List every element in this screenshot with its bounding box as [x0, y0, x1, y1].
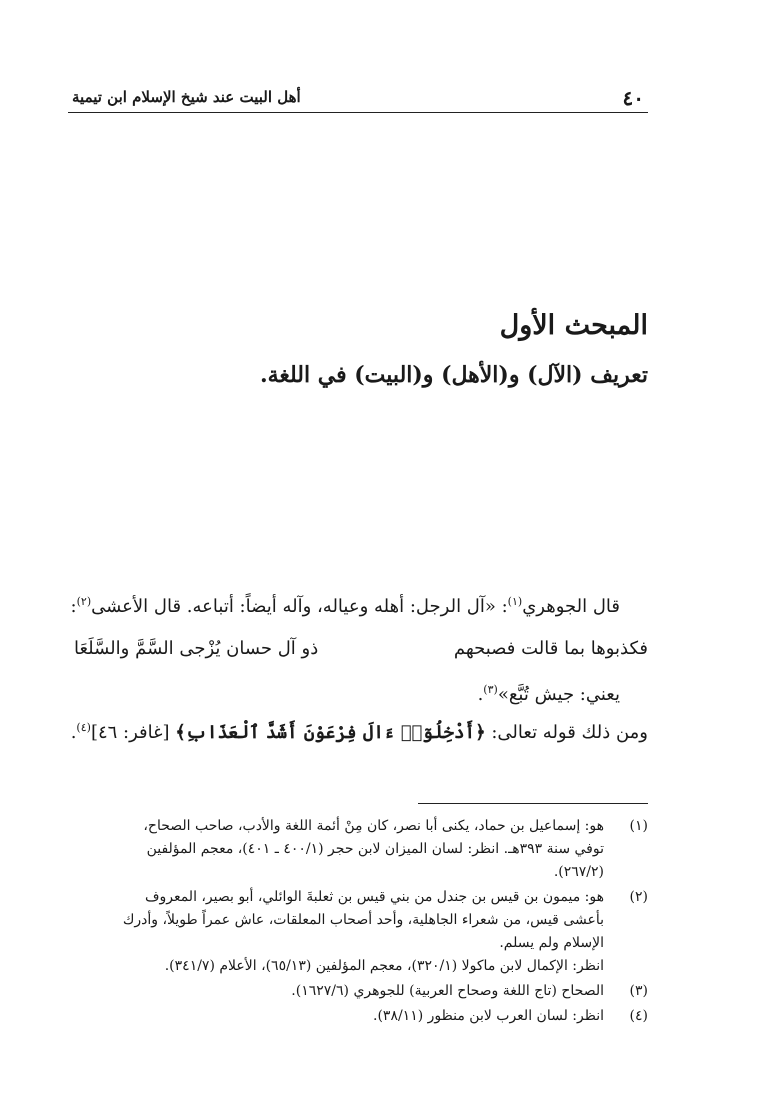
verse-citation: [غافر: ٤٦] [90, 722, 176, 743]
quran-verse: ﴿أَدْخِلُوٓا۟ ءَالَ فِرْعَوْنَ أَشَدَّ ٱلْعَذَابِ﴾ [175, 722, 486, 743]
verse-first-hemistich: فكذبوها بما قالت فصبحهم [453, 638, 648, 659]
footnote-ref[interactable]: (٢) [76, 595, 92, 608]
footnote-line: هو: إسماعيل بن حماد، يكنى أبا نصر، كان مِنْ أئمة اللغة والأدب، صاحب الصحاح، [143, 818, 604, 834]
main-text [70, 588, 648, 752]
section-subheading: تعريف (الآل) و(الأهل) و(البيت) في اللغة. [259, 362, 648, 388]
verse-second-hemistich: ذو آل حسان يُزْجى السَّمَّ والسَّلَعَا [74, 638, 319, 659]
text-run: . [477, 684, 484, 705]
text-run: . [70, 722, 77, 743]
poetry-verse [70, 630, 648, 668]
footnote-number: (٣) [629, 983, 648, 999]
footnote-divider [418, 803, 648, 804]
paragraph-tubba [70, 676, 648, 714]
footnote-line: هو: ميمون بن قيس بن جندل من بني قيس بن ثعلبةَ الوائلي، أبو بصير، المعروف [144, 889, 604, 905]
footnote [68, 886, 648, 978]
footnote-line: بأعشى قيس، من شعراء الجاهلية، وأحد أصحاب المعلقات، عاش عمراً طويلاً، وأدرك [122, 912, 604, 928]
page-number: ٤٠ [622, 86, 644, 110]
footnote-number: (٢) [629, 889, 648, 905]
footnote-number: (١) [629, 818, 648, 834]
footnote-ref[interactable]: (١) [507, 595, 523, 608]
text-run: يعني: جيش تُبَّع» [497, 684, 620, 705]
footnote [68, 815, 648, 884]
footnote-line: انظر: الإكمال لابن ماكولا (٣٢٠/١)، معجم المؤلفين (٦٥/١٣)، الأعلام (٣٤١/٧). [164, 958, 604, 974]
footnote-ref[interactable]: (٤) [76, 721, 91, 734]
footnote [68, 1005, 648, 1028]
book-title: أهل البيت عند شيخ الإسلام ابن تيمية [72, 88, 301, 106]
footnote-number: (٤) [629, 1008, 648, 1024]
footnote-line: انظر: لسان العرب لابن منظور (٣٨/١١). [373, 1008, 604, 1024]
footnote-line: الصحاح (تاج اللغة وصحاح العربية) للجوهري (١٦٢٧/٦). [291, 983, 604, 999]
section-heading: المبحث الأول [499, 310, 648, 341]
running-header [68, 84, 648, 113]
text-run: ومن ذلك قوله تعالى: [485, 722, 648, 743]
text-run: : [70, 596, 77, 617]
paragraph-quran [70, 714, 648, 752]
paragraph-jawhari [70, 588, 648, 626]
footnote [68, 980, 648, 1003]
footnote-line: الإسلام ولم يسلم. [499, 935, 604, 951]
text-run: : «آل الرجل: أهله وعياله، وآله أيضاً: أتباعه. قال الأعشى [91, 596, 508, 617]
footnote-line: (٢٦٧/٢). [553, 864, 604, 880]
footnote-ref[interactable]: (٣) [483, 683, 498, 696]
text-run: قال الجوهري [522, 596, 620, 617]
footnotes [68, 815, 648, 1030]
footnote-line: توفي سنة ٣٩٣هـ. انظر: لسان الميزان لابن حجر (٤٠٠/١ ـ ٤٠١)، معجم المؤلفين [146, 841, 604, 857]
